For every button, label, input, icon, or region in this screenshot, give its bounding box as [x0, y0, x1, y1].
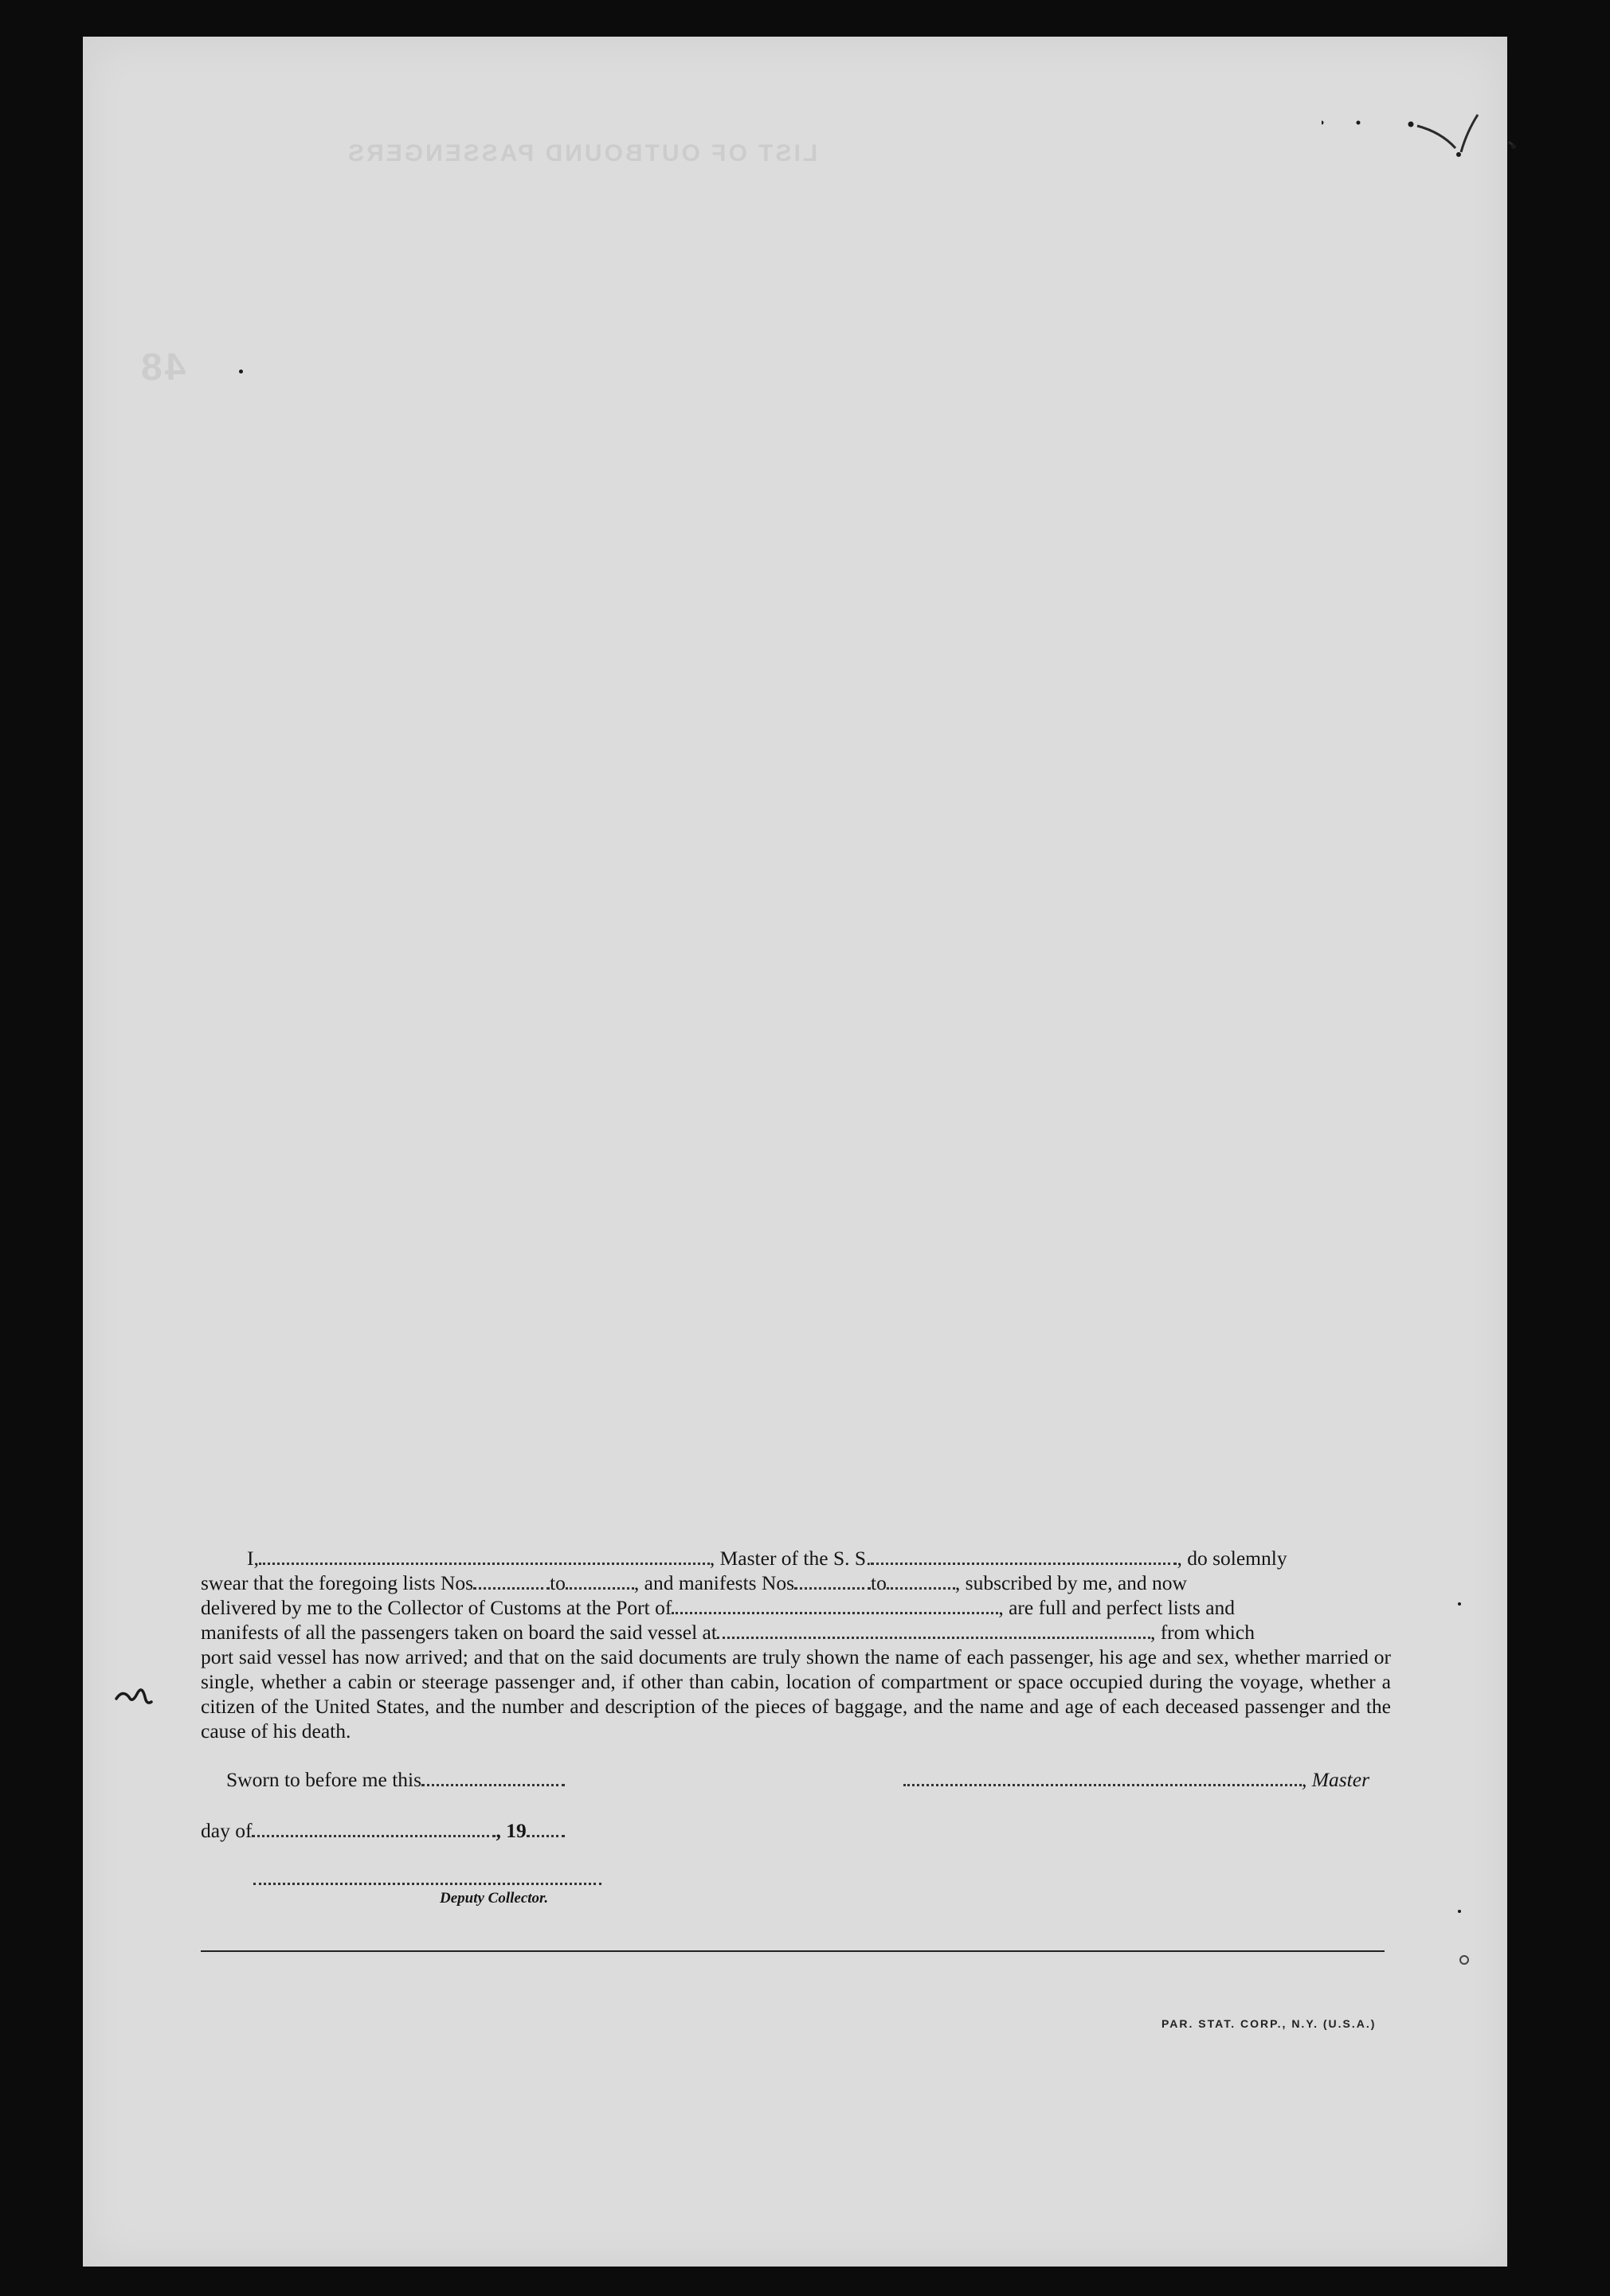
oath-text: , and manifests Nos	[633, 1571, 795, 1594]
oath-line-4	[201, 1620, 1391, 1645]
embarkation-port-blank	[717, 1622, 1150, 1639]
document-page	[83, 37, 1507, 2267]
oath-line-3	[201, 1595, 1391, 1620]
oath-paragraph	[201, 1546, 1391, 1743]
oath-text: , subscribed by me, and now	[954, 1571, 1187, 1594]
oath-text: to	[550, 1571, 566, 1594]
oath-text: , Master of the S. S.	[709, 1547, 872, 1570]
sworn-date-blank	[421, 1770, 565, 1786]
master-label: , Master	[1302, 1768, 1369, 1791]
manifests-from-blank	[794, 1573, 871, 1590]
ink-speck	[1459, 1955, 1469, 1965]
year-prefix: , 19	[496, 1819, 527, 1842]
sworn-before-line	[226, 1767, 565, 1792]
ink-speck	[239, 370, 243, 374]
sworn-text: Sworn to before me this	[226, 1768, 422, 1791]
oath-line-5: port said vessel has now arrived; and that on the said documents are truly shown the name of each passenger, his age and sex, whether married or single, whether a cabin or steerage passenger and, if other than cabin, location of compartment or space occupied during the voyage, whether a citizen of the United States, and the number and description of the pieces of baggage, and the name and age of each deceased passenger and the cause of his death.	[201, 1645, 1391, 1743]
oath-line-1	[201, 1546, 1391, 1570]
printer-imprint: PAR. STAT. CORP., N.Y. (U.S.A.)	[1161, 2017, 1377, 2030]
lists-to-blank	[566, 1573, 634, 1590]
footer-rule	[201, 1950, 1385, 1952]
deputy-signature-blank	[253, 1868, 601, 1885]
handwritten-annotation	[110, 1673, 158, 1721]
day-of-blank	[252, 1821, 496, 1837]
port-blank	[672, 1598, 998, 1614]
oath-text: to	[871, 1571, 887, 1594]
bleed-through-heading: LIST OF OUTBOUND PASSENGERS	[346, 140, 818, 166]
year-blank	[527, 1821, 565, 1837]
oath-line-2	[201, 1570, 1391, 1595]
ink-speck	[1458, 1910, 1461, 1913]
manifests-to-blank	[887, 1573, 955, 1590]
bleed-through-number: 48	[139, 346, 186, 389]
ship-name-blank	[871, 1548, 1177, 1565]
lists-from-blank	[473, 1573, 550, 1590]
oath-text: manifests of all the passengers taken on board the said vessel at	[201, 1621, 717, 1644]
ink-speck	[1458, 1602, 1461, 1606]
day-of-line	[201, 1818, 565, 1843]
master-signature-blank	[903, 1770, 1302, 1786]
oath-text: , are full and perfect lists and	[998, 1596, 1236, 1619]
oath-text: , from which	[1150, 1621, 1255, 1644]
deputy-collector-label: Deputy Collector.	[440, 1890, 549, 1907]
oath-text: delivered by me to the Collector of Customs at the Port of	[201, 1596, 672, 1619]
day-of-text: day of	[201, 1819, 253, 1842]
master-name-blank	[259, 1548, 710, 1565]
master-signature-line	[903, 1767, 1369, 1792]
pencil-scribble-mark	[1322, 76, 1561, 164]
oath-text: , do solemnly	[1177, 1547, 1287, 1570]
oath-text: I,	[247, 1547, 259, 1570]
oath-text: swear that the foregoing lists Nos	[201, 1571, 474, 1594]
